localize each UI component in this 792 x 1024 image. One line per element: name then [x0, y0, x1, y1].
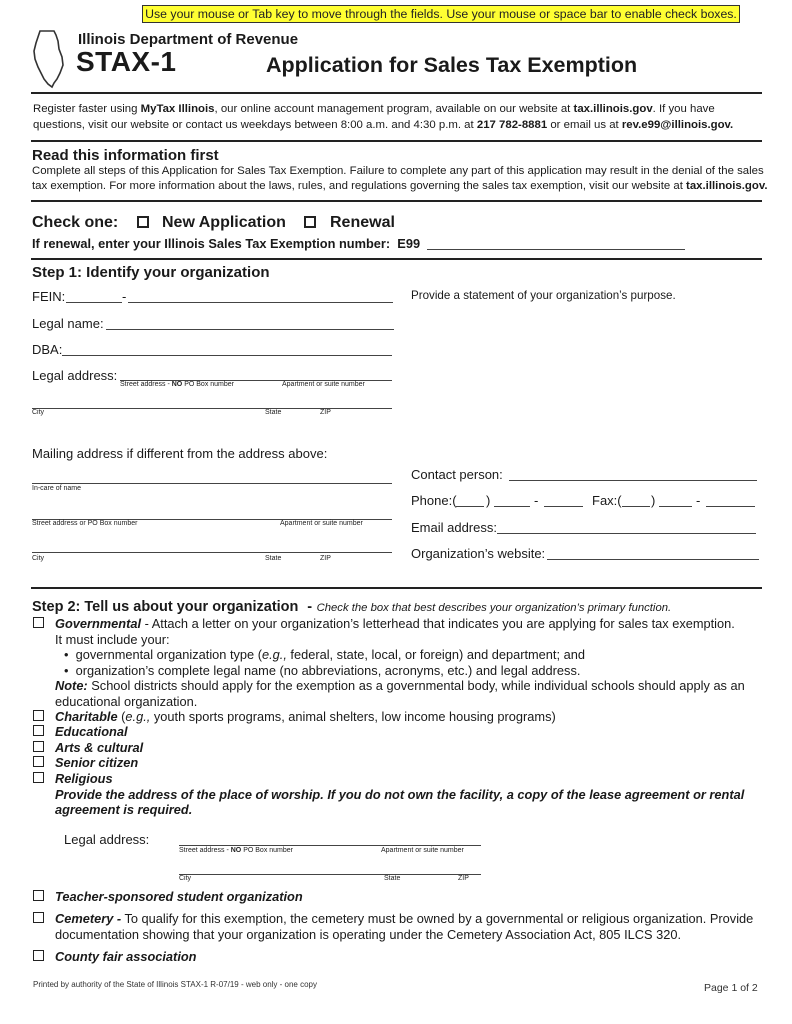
phone-label: Phone:(	[411, 493, 457, 508]
cemetery-label: Cemetery - To qualify for this exemption, the cemetery must be owned by a governmental or religious organization. Provide	[55, 911, 754, 926]
divider	[31, 140, 762, 142]
fax-area-field[interactable]	[622, 506, 650, 507]
dba-label: DBA:	[32, 342, 63, 357]
fein-dash: -	[122, 289, 127, 304]
arts-checkbox[interactable]	[33, 741, 44, 752]
cemetery-text-2: documentation showing that your organization is operating under the Cemetery Association Act, 805 ILCS 320.	[55, 927, 682, 942]
purpose-label: Provide a statement of your organization’s purpose.	[411, 289, 676, 302]
read-first-heading: Read this information first	[32, 147, 219, 164]
mailing-city-caption: City	[32, 555, 45, 562]
illinois-logo-icon	[32, 29, 68, 89]
dba-field[interactable]	[62, 355, 392, 356]
county-fair-checkbox[interactable]	[33, 950, 44, 961]
worship-city-caption: City	[179, 875, 192, 882]
divider	[31, 92, 762, 94]
teacher-label: Teacher-sponsored student organization	[55, 889, 303, 904]
zip-caption: ZIP	[320, 409, 331, 416]
website-label: Organization’s website:	[411, 546, 546, 561]
form-id: STAX-1	[76, 46, 177, 77]
phone-line-field[interactable]	[544, 506, 583, 507]
fax-dash: -	[696, 493, 701, 508]
renewal-label: Renewal	[330, 214, 395, 231]
educational-label: Educational	[55, 724, 128, 739]
divider	[31, 258, 762, 260]
divider	[31, 200, 762, 202]
mailing-state-caption: State	[265, 555, 282, 562]
educational-checkbox[interactable]	[33, 725, 44, 736]
cemetery-checkbox[interactable]	[33, 912, 44, 923]
fein-prefix-field[interactable]	[66, 302, 122, 303]
governmental-checkbox[interactable]	[33, 617, 44, 628]
in-care-of-caption: In-care of name	[32, 485, 82, 492]
intro-line-2: questions, visit our website or contact us weekdays between 8:00 a.m. and 4:30 p.m. at 217 782-8881 or email us at rev.e99@illinois.gov.	[33, 119, 734, 131]
senior-checkbox[interactable]	[33, 756, 44, 767]
mailing-city-field[interactable]	[32, 552, 392, 553]
teacher-checkbox[interactable]	[33, 890, 44, 901]
page-title: Application for Sales Tax Exemption	[266, 53, 638, 77]
phone-prefix-field[interactable]	[494, 506, 530, 507]
renewal-checkbox[interactable]	[304, 216, 316, 228]
phone-paren: )	[486, 493, 491, 508]
read-first-line-1: Complete all steps of this Application for Sales Tax Exemption. Failure to complete any part of this application may result in the denial of the sales	[32, 165, 764, 177]
in-care-of-field[interactable]	[32, 483, 392, 484]
email-label: Email address:	[411, 520, 497, 535]
step1-heading: Step 1: Identify your organization	[32, 264, 270, 281]
phone-dash: -	[534, 493, 539, 508]
governmental-label: Governmental - Attach a letter on your organization’s letterhead that indicates you are applying for sales tax exemption.	[55, 616, 735, 631]
read-first-line-2: tax exemption. For more information about the laws, rules, and regulations governing the sales tax exemption, visit our website at tax.illinois.gov.	[32, 180, 768, 192]
street-caption: Street address - NO PO Box number	[120, 381, 234, 388]
state-caption: State	[265, 409, 282, 416]
step2-heading: Step 2: Tell us about your organization - Check the box that best describes your organization’s primary function.	[32, 599, 672, 615]
mailing-street-caption: Street address or PO Box number	[32, 520, 138, 527]
website-field[interactable]	[547, 559, 759, 560]
instruction-banner: Use your mouse or Tab key to move through the fields. Use your mouse or space bar to enable check boxes.	[142, 5, 740, 23]
mailing-apartment-caption: Apartment or suite number	[280, 520, 363, 527]
fax-paren: )	[651, 493, 656, 508]
religious-label: Religious	[55, 771, 113, 786]
fax-label: Fax:(	[592, 493, 622, 508]
senior-label: Senior citizen	[55, 755, 139, 770]
city-caption: City	[32, 409, 45, 416]
divider	[31, 587, 762, 589]
mailing-address-label: Mailing address if different from the address above:	[32, 446, 328, 461]
agency-name: Illinois Department of Revenue	[78, 31, 299, 48]
worship-city-field[interactable]	[179, 874, 481, 875]
religious-note-1: Provide the address of the place of worship. If you do not own the facility, a copy of the lease agreement or rental	[55, 787, 745, 802]
worship-state-caption: State	[384, 875, 401, 882]
email-field[interactable]	[497, 533, 756, 534]
county-fair-label: County fair association	[55, 949, 197, 964]
charitable-checkbox[interactable]	[33, 710, 44, 721]
religious-checkbox[interactable]	[33, 772, 44, 783]
fein-suffix-field[interactable]	[128, 302, 393, 303]
legal-address-label: Legal address:	[32, 368, 118, 383]
page-number: Page 1 of 2	[704, 982, 758, 994]
fax-line-field[interactable]	[706, 506, 755, 507]
religious-note-2: agreement is required.	[55, 802, 193, 817]
worship-street-field[interactable]	[179, 845, 481, 846]
phone-area-field[interactable]	[456, 506, 484, 507]
worship-zip-caption: ZIP	[458, 875, 469, 882]
note-text: Note: School districts should apply for the exemption as a governmental body, while individual schools should apply as an	[55, 678, 745, 693]
legal-city-field[interactable]	[32, 408, 392, 409]
new-application-label: New Application	[162, 214, 286, 231]
apartment-caption: Apartment or suite number	[282, 381, 365, 388]
new-application-checkbox[interactable]	[137, 216, 149, 228]
worship-street-caption: Street address - NO PO Box number	[179, 847, 293, 854]
fein-label: FEIN:	[32, 289, 66, 304]
intro-line-1: Register faster using MyTax Illinois, our online account management program, available on our website at tax.illinois.gov. If you have	[33, 103, 715, 115]
purpose-field[interactable]	[411, 305, 761, 455]
check-one-label: Check one:	[32, 214, 119, 231]
bullet-1: • governmental organization type (e.g., federal, state, local, or foreign) and department; and	[64, 647, 585, 662]
renewal-prompt: If renewal, enter your Illinois Sales Tax Exemption number: E99	[32, 236, 421, 251]
worship-apartment-caption: Apartment or suite number	[381, 847, 464, 854]
charitable-label: Charitable (e.g., youth sports programs, animal shelters, low income housing programs)	[55, 709, 556, 724]
contact-label: Contact person:	[411, 467, 503, 482]
bullet-2: • organization’s complete legal name (no abbreviations, acronyms, etc.) and legal address.	[64, 663, 581, 678]
must-include-text: It must include your:	[55, 632, 170, 647]
contact-field[interactable]	[509, 480, 757, 481]
fax-prefix-field[interactable]	[659, 506, 692, 507]
arts-label: Arts & cultural	[55, 740, 144, 755]
footer-authority: Printed by authority of the State of Illinois STAX-1 R-07/19 - web only - one copy	[33, 980, 317, 989]
legal-name-label: Legal name:	[32, 316, 104, 331]
note-text-2: educational organization.	[55, 694, 198, 709]
legal-name-field[interactable]	[106, 329, 394, 330]
exemption-number-field[interactable]	[427, 249, 685, 250]
mailing-zip-caption: ZIP	[320, 555, 331, 562]
worship-address-label: Legal address:	[64, 832, 150, 847]
